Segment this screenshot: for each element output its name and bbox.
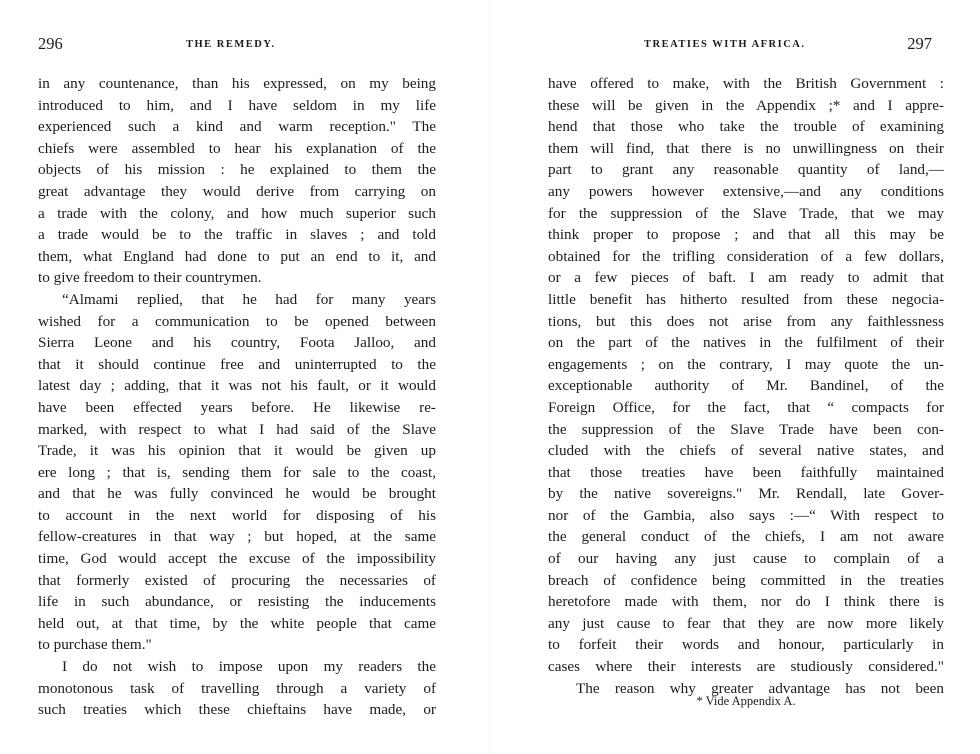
text-line: ere long ; that is, sending them for sale to the coast, <box>38 463 436 481</box>
text-line: to give freedom to their countrymen. <box>38 269 262 287</box>
text-line: tions, but this does not arise from any faithlessness <box>548 312 944 330</box>
left-page-number: 296 <box>38 34 63 53</box>
text-line: that those treaties have been faithfully maintained <box>548 463 944 481</box>
text-line: of our having any just cause to complain of a <box>548 550 944 568</box>
left-running-head: THE REMEDY. <box>186 39 276 50</box>
text-line: Sierra Leone and his country, Foota Jalloo, and <box>38 334 436 352</box>
text-line: cases where their interests are studiously considered." <box>548 658 944 676</box>
text-line: latest day ; adding, that it was not his fault, or it would <box>38 377 436 395</box>
text-line: think proper to propose ; and that all this may be <box>548 226 944 244</box>
text-line: or a few pieces of baft. I am ready to admit that <box>548 269 944 287</box>
text-line: any just cause to fear that they are now more likely <box>548 614 944 632</box>
text-line: in any countenance, than his expressed, on my being <box>38 75 436 92</box>
text-line: held out, at that time, by the white people that came <box>38 614 436 632</box>
text-line: part to grant any reasonable quantity of land,— <box>548 161 944 179</box>
text-line: for the suppression of the Slave Trade, that we may <box>548 204 944 222</box>
text-line: wished for a communication to be opened between <box>38 312 436 330</box>
text-line: any powers however extensive,—and any conditions <box>548 182 944 200</box>
right-page-header <box>548 34 944 56</box>
left-page-header <box>38 34 436 56</box>
text-line: marked, with respect to what I had said of the Slave <box>38 420 436 438</box>
text-line: to purchase them." <box>38 636 152 654</box>
text-line: a trade would be to the traffic in slaves ; and told <box>38 226 436 244</box>
text-line: “Almami replied, that he had for many years <box>62 290 436 308</box>
text-line: obtained for the trifling consideration of a few dollars, <box>548 247 944 265</box>
text-line: breach of confidence being committed in the treaties <box>548 571 944 589</box>
text-line: objects of his mission : he explained to them the <box>38 161 436 179</box>
text-line: experienced such a kind and warm reception." The <box>38 118 436 136</box>
text-line: these will be given in the Appendix ;* and I appre- <box>548 96 944 114</box>
text-line: fellow-creatures in that way ; but hoped, at the same <box>38 528 436 546</box>
text-line: the general conduct of the chiefs, I am not aware <box>548 528 944 546</box>
left-page-body <box>38 73 436 721</box>
text-line: time, God would accept the excuse of the impossibility <box>38 550 436 568</box>
text-line: to forfeit their words and honour, particularly in <box>548 636 944 654</box>
text-line: them, what England had done to put an end to it, and <box>38 247 436 265</box>
text-line: monotonous task of travelling through a variety of <box>38 679 436 697</box>
text-line: a trade with the colony, and how much superior such <box>38 204 436 222</box>
text-line: introduced to him, and I have seldom in my life <box>38 96 436 114</box>
text-line: have offered to make, with the British Government : <box>548 75 944 92</box>
footnote: * Vide Appendix A. <box>696 694 796 708</box>
text-line: that it should continue free and uninterrupted to the <box>38 355 436 373</box>
right-running-head: TREATIES WITH AFRICA. <box>644 39 806 50</box>
text-line: have been effected years before. He likewise re- <box>38 398 436 416</box>
text-line: great advantage they would derive from carrying on <box>38 182 436 200</box>
text-line: the suppression of the Slave Trade have been con- <box>548 420 944 438</box>
text-line: chiefs were assembled to hear his explanation of the <box>38 139 436 157</box>
text-line: them will find, that there is no unwillingness on their <box>548 139 944 157</box>
text-line: life in such abundance, or resisting the inducements <box>38 593 436 611</box>
text-line: cluded with the chiefs of several native states, and <box>548 442 944 460</box>
text-line: engagements ; on the contrary, I may quote the un- <box>548 355 944 373</box>
right-page-body <box>548 73 944 699</box>
text-line: by the native sovereigns." Mr. Rendall, late Gover- <box>548 485 944 503</box>
text-line: nor of the Gambia, also says :—“ With respect to <box>548 506 944 524</box>
text-line: that formerly existed of procuring the necessaries of <box>38 571 436 589</box>
text-line: The reason why greater advantage has not been <box>576 679 944 697</box>
page-gutter <box>489 0 490 754</box>
text-line: Foreign Office, for the fact, that “ compacts for <box>548 398 944 416</box>
text-line: hend that those who take the trouble of examining <box>548 118 944 136</box>
text-line: to account in the next world for disposing of his <box>38 506 436 524</box>
text-line: Trade, it was his opinion that it would be given up <box>38 442 436 460</box>
text-line: and that he was fully convinced he would be brought <box>38 485 436 503</box>
text-line: exceptionable authority of Mr. Bandinel, of the <box>548 377 944 395</box>
text-line: on the part of the natives in the fulfilment of their <box>548 334 944 352</box>
text-line: I do not wish to impose upon my readers the <box>62 658 436 676</box>
text-line: such treaties which these chieftains have made, or <box>38 701 436 719</box>
text-line: little benefit has hitherto resulted from these negocia- <box>548 290 944 308</box>
right-page-number: 297 <box>907 34 932 53</box>
text-line: heretofore made with them, nor do I think there is <box>548 593 944 611</box>
